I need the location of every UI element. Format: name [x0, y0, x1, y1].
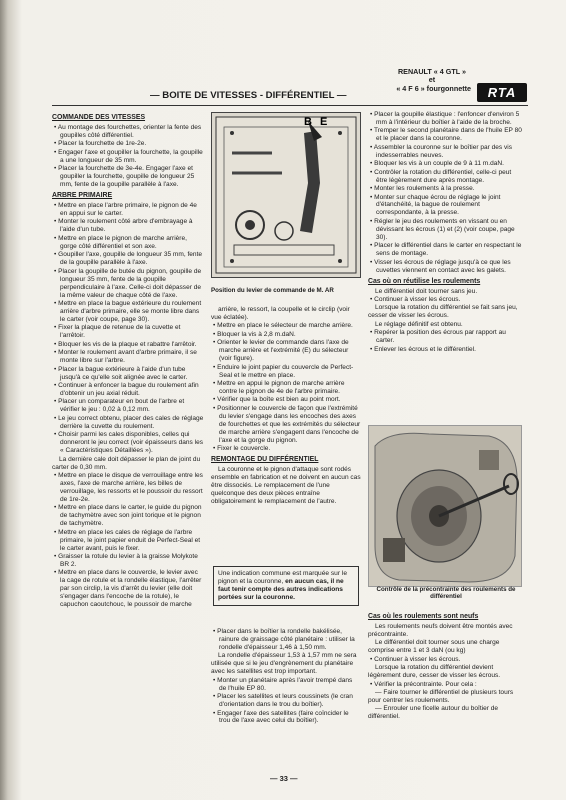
section-title: — BOITE DE VITESSES - DIFFÉRENTIEL — — [150, 90, 347, 101]
bullet-item: • Bloquer les vis à un couple de 9 à 11 m.daN. — [370, 160, 504, 168]
bullet-item: • Continuer à visser les écrous. — [370, 655, 461, 663]
bullet-item: • Mettre en appui le pignon de marche arrière contre le pignon de 4e de l'arbre primaire. — [213, 380, 345, 396]
bullet-item: • Continuer à enfoncer la bague du roulement afin d'obtenir un jeu axial réduit. — [54, 382, 199, 397]
paragraph: Le différentiel doit tourner sous une charge comprise entre 1 et 3 daN (ou kg) — [368, 639, 500, 655]
bullet-item: • Repérer la position des écrous par rapport au carter. — [370, 329, 506, 345]
bullet-item: • Positionner le couvercle de façon que l'extrémité du levier s'engage dans les encoches des axes de fourchettes et que les extrémités du sélecteur de marche arrière s'engagent dans l'encoche de l'axe et la gorge du pignon. — [213, 404, 361, 444]
section-heading: Cas où les roulements sont neufs — [368, 613, 479, 620]
bullet-item: • Orienter le levier de commande dans l'axe de marche arrière et l'extrémité (E) du sélecteur (voir figure). — [213, 339, 349, 363]
model-line-2: et — [428, 75, 436, 85]
bullet-item: • Contrôler la rotation du différentiel, celle-ci peut être légèrement dure après montage. — [370, 168, 512, 184]
bullet-item: • Fixer le couvercle. — [213, 445, 271, 453]
bullet-item: • Vérifier que la boîte est bien au point mort. — [213, 396, 341, 404]
paragraph: Lorsque la rotation du différentiel devient légèrement dure, cesser de visser les écrous. — [368, 664, 501, 680]
bullet-item: • Visser les écrous de réglage jusqu'à ce que les cuvettes viennent en contact avec les galets. — [370, 258, 511, 274]
bullet-item: • Le jeu correct obtenu, placer des cales de réglage derrière la cuvette du roulement. — [54, 414, 204, 430]
bullet-item: • Mettre en place le pignon de marche arrière, gorge côté différentiel et son axe. — [54, 234, 187, 250]
page-number: — 33 — — [270, 774, 298, 783]
bullet-item: • Mettre en place le disque de verrouillage entre les axes, l'axe de marche arrière, les billes de verrouillage, les ressorts et le poussoir du ressort de 1re-2e. — [54, 471, 203, 503]
bullet-item: • Monter le roulement avant d'arbre primaire, il se monte libre sur l'arbre. — [54, 349, 197, 365]
bullet-item: • Monter un planétaire après l'avoir trempé dans de l'huile EP 80. — [213, 676, 353, 692]
column-right-continued — [368, 610, 524, 722]
paragraph: Le différentiel doit tourner sans jeu. — [375, 287, 478, 295]
bullet-item: • Bloquer la vis à 2,8 m.daN. — [213, 330, 296, 338]
bullet-item: • Placer dans le boîtier la rondelle bakélisée, rainure de graissage côté planétaire : utiliser la rondelle d'épaisseur 1,46 à 1,50 mm. — [213, 628, 355, 651]
bullet-item: • Goupiller l'axe, goupille de longueur 35 mm, fente de la goupille parallèle à l'axe. — [54, 251, 203, 267]
bullet-item: • Choisir parmi les cales disponibles, celles qui donneront le jeu correct (voir épaisseurs dans les « Caractéristiques Détaillées »). — [54, 431, 204, 455]
note-text: Une indication commune est marquée sur le pignon et la couronne, — [218, 570, 348, 585]
bullet-item: • Mettre en place le sélecteur de marche arrière. — [213, 322, 353, 330]
fig1-label-b: B — [304, 116, 312, 128]
bullet-item: • Placer un comparateur en bout de l'arbre et vérifier le jeu : 0,02 à 0,12 mm. — [54, 398, 185, 414]
bullet-item: • Mettre en place les cales de réglage de l'arbre primaire, le joint papier enduit de Perfect-Seal et le carter avant, puis le fixer. — [54, 528, 201, 552]
figure-gearbox-cover — [211, 112, 361, 278]
bullet-item: • Mettre en place la bague extérieure du roulement arrière d'arbre primaire, elle se monte libre dans le carter (voir coupe, page 30). — [54, 299, 202, 323]
bullet-item: • Assembler la couronne sur le boîtier par des vis indesserrables neuves. — [370, 143, 513, 159]
figure-differential-photo — [368, 425, 522, 587]
gearbox-cover-drawing — [212, 113, 360, 277]
model-line-3: « 4 F 6 » fourgonnette — [396, 83, 471, 93]
section-heading: Cas où on réutilise les roulements — [368, 277, 481, 285]
paragraph: arrière, le ressort, la coupelle et le circlip (voir vue éclatée). — [211, 306, 350, 321]
section-heading: REMONTAGE DU DIFFÉRENTIEL — [211, 456, 319, 464]
bullet-item: • Au montage des fourchettes, orienter la fente des goupilles côté différentiel. — [54, 123, 202, 139]
bullet-item: • Vérifier la précontrainte. Pour cela : — [370, 680, 477, 688]
bullet-item: • Monter les roulements à la presse. — [370, 185, 475, 193]
bullet-item: • Monter le roulement côté arbre d'embrayage à l'aide d'un tube. — [54, 218, 193, 234]
column-right — [368, 111, 524, 354]
paragraph: Le réglage définitif est obtenu. — [375, 320, 463, 328]
bullet-item: • Fixer la plaque de retenue de la cuvette et l'arrêtoir. — [54, 324, 181, 340]
bullet-item: • Régler le jeu des roulements en vissant ou en dévissant les écrous (1) et (2) (voir coupe, page 30). — [370, 217, 515, 241]
section-heading: COMMANDE DES VITESSES — [52, 114, 146, 121]
bullet-item: • Placer la bague extérieure à l'aide d'un tube jusqu'à ce qu'elle soit alignée avec le carter. — [54, 365, 188, 381]
bullet-item: • Placer la fourchette de 3e-4e. Engager l'axe et goupiller la fourchette, goupille de longueur 25 mm, fente de la goupille parallèle à l'axe. — [54, 165, 195, 189]
bullet-item: • Bloquer les vis de la plaque et rabattre l'arrêtoir. — [54, 340, 197, 348]
bullet-item: • Monter sur chaque écrou de réglage le joint d'étanchéité, la bague de roulement correspondante, à la presse. — [370, 193, 501, 217]
note-box — [213, 566, 359, 606]
paragraph: La dernière cale doit dépasser le plan de joint du carter de 0,30 mm. — [52, 455, 201, 471]
bullet-item: • Enduire le joint papier du couvercle de Perfect-Seal et le mettre en place. — [213, 363, 354, 379]
differential-photo-drawing — [369, 426, 521, 586]
bullet-item: • Placer la goupille élastique : l'enfoncer d'environ 5 mm à l'intérieur du boîtier à l'aide de la broche. — [370, 111, 520, 126]
column-middle-continued — [211, 628, 361, 726]
column-middle — [211, 306, 361, 506]
bullet-item: • Mettre en place dans le couvercle, le levier avec la cage de rotule et la rondelle élastique, l'arrêter par son circlip, la vis d'arrêt du levier (elle doit s'engager dans l'encoche de la rotule), le capuchon caoutchouc, le poussoir de marche — [54, 569, 202, 609]
section-heading: ARBRE PRIMAIRE — [52, 192, 113, 200]
figure-1-caption: Position du levier de commande de M. AR — [211, 287, 334, 294]
figure-2-caption: Contrôle de la précontrainte des roulements de différentiel — [376, 586, 516, 601]
paragraph: Lorsque la rotation du différentiel se fait sans jeu, cesser de visser les écrous. — [368, 304, 518, 320]
bullet-item: • Graisser la rotule du levier à la graisse Molykote BR 2. — [54, 553, 198, 568]
fig1-label-e: E — [320, 116, 328, 128]
bullet-item: • Mettre en place dans le carter, le guide du pignon de tachymètre avec son joint torique et le pignon de tachymètre. — [54, 504, 202, 528]
paragraph: Les roulements neufs doivent être montés avec précontrainte. — [368, 622, 513, 638]
bullet-item: • Continuer à visser les écrous. — [370, 295, 461, 303]
note-emphasis: en aucun cas, il ne faut tenir compte des autres indications portées sur la couronne. — [218, 577, 344, 601]
bullet-item: • Placer le différentiel dans le carter en respectant le sens de montage. — [370, 242, 522, 258]
bullet-item: • Engager l'axe et goupiller la fourchette, la goupille a une longueur de 35 mm. — [54, 148, 203, 164]
bullet-item: • Placer les satellites et leurs coussinets (le cran d'orientation dans le trou du boîtier). — [213, 693, 353, 709]
paragraph: La rondelle d'épaisseur 1,53 à 1,57 mm ne sera utilisée que si le jeu d'engrènement du planétaire avec les satellites est trop important. — [211, 652, 357, 676]
paragraph: La couronne et le pignon d'attaque sont rodés ensemble en fabrication et ne doivent en aucun cas être dissociés. Le remplacement de l'une quelconque des deux pièces entraîne obligatoirement le remplacement de l'autre. — [211, 466, 361, 505]
bullet-item: • Mettre en place l'arbre primaire, le pignon de 4e en appui sur le carter. — [54, 202, 197, 217]
bullet-item: • Placer la goupille de butée du pignon, goupille de longueur 35 mm, fente de la goupille perpendiculaire à l'axe. Celle-ci doit dépasser de la même valeur de chaque côté de l'axe. — [54, 267, 202, 299]
model-line-1: RENAULT « 4 GTL » — [397, 67, 467, 76]
rta-logo: RTA — [477, 83, 527, 102]
paragraph: — Enrouler une ficelle autour du boîtier de différentiel. — [368, 705, 499, 721]
paragraph: — Faire tourner le différentiel de plusieurs tours pour centrer les roulements. — [368, 689, 514, 705]
bullet-item: • Engager l'axe des satellites (faire coïncider le trou de l'axe avec celui du boîtier). — [213, 709, 349, 725]
bullet-item: • Tremper le second planétaire dans de l'huile EP 80 et le placer dans la couronne. — [370, 127, 522, 143]
header-rule — [52, 105, 528, 106]
bullet-item: • Placer la fourchette de 1re-2e. — [54, 140, 147, 148]
column-left — [52, 111, 204, 610]
bullet-item: • Enlever les écrous et le différentiel. — [370, 345, 476, 353]
